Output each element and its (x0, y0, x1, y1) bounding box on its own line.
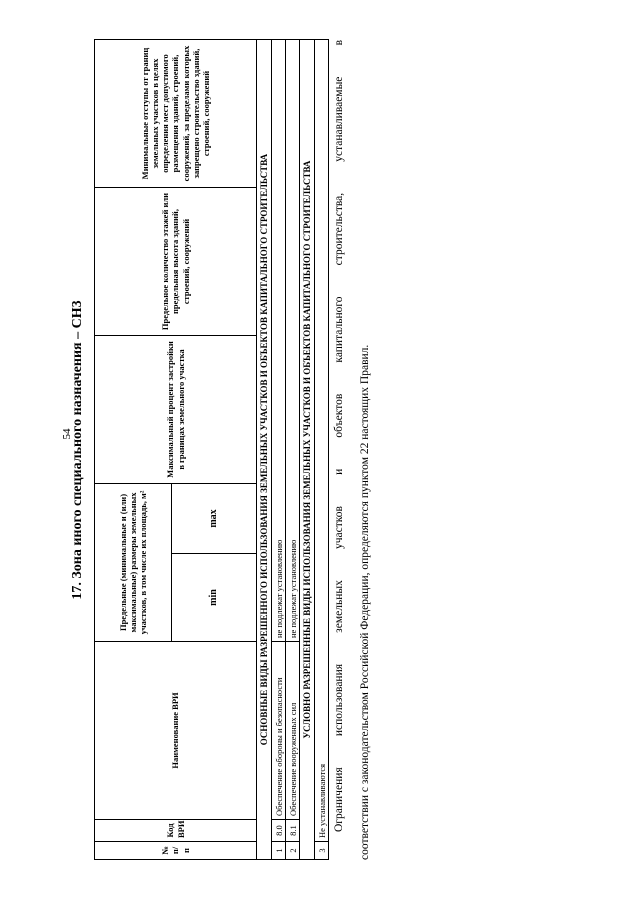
section-row-conditional (300, 40, 315, 860)
rotated-sheet (70, 40, 400, 860)
row-name: Обеспечение обороны и безопасности (272, 642, 286, 820)
row-number: 1 (272, 842, 286, 860)
restrictions-paragraph-line-2: соответствии с законодательством Российской Федерации, определяются пунктом 22 настоящих Правил. (359, 344, 371, 860)
row-name: Обеспечение вооруженных сил (286, 642, 300, 820)
row-number: 3 (315, 842, 329, 860)
header-floors: Предельное количество этажей или предельная высота зданий, строений, сооружений (95, 188, 257, 336)
section-row-main (257, 40, 272, 860)
header-min: min (172, 554, 257, 642)
row-code: 8.1 (286, 820, 300, 842)
header-code: Код ВРИ (95, 820, 257, 842)
restrictions-paragraph-line-1: Ограничения использования земельных участков и объектов капитального строительства, устанавливаемые в (333, 40, 345, 832)
header-name: Наименование ВРИ (95, 642, 257, 820)
table-row (272, 40, 286, 860)
header-max: max (172, 484, 257, 554)
section-main-label: ОСНОВНЫЕ ВИДЫ РАЗРЕШЕННОГО ИСПОЛЬЗОВАНИЯ ЗЕМЕЛЬНЫХ УЧАСТКОВ И ОБЪЕКТОВ КАПИТАЛЬНОГО СТРОИТЕЛЬСТВА (257, 40, 272, 860)
row-text: Не устанавливаются (315, 40, 329, 842)
header-percent: Максимальный процент застройки в границах земельного участка (95, 336, 257, 484)
header-num: № п/п (95, 842, 257, 860)
section-conditional-label: УСЛОВНО РАЗРЕШЕННЫЕ ВИДЫ ИСПОЛЬЗОВАНИЯ ЗЕМЕЛЬНЫХ УЧАСТКОВ И ОБЪЕКТОВ КАПИТАЛЬНОГО СТРОИТЕЛЬСТВА (300, 40, 315, 860)
header-size-group: Предельные (минимальные и (или) максимальные) размеры земельных участков, в том числе их площадь, м² (95, 484, 172, 642)
page-number: 54 (61, 428, 73, 440)
table-row (286, 40, 300, 860)
header-row-1 (95, 40, 172, 860)
row-value: не подлежат установлению (272, 40, 286, 642)
table-row (315, 40, 329, 860)
zone-title: 17. Зона иного специального назначения – СН3 (70, 300, 85, 600)
row-value: не подлежат установлению (286, 40, 300, 642)
row-number: 2 (286, 842, 300, 860)
header-setbacks: Минимальные отступы от границ земельных участков в целях определения мест допустимого размещения зданий, строений, сооружений, за пределами которых запрещено строительство зданий, строений, сооружений (95, 40, 257, 188)
row-code: 8.0 (272, 820, 286, 842)
zone-table (94, 39, 329, 860)
